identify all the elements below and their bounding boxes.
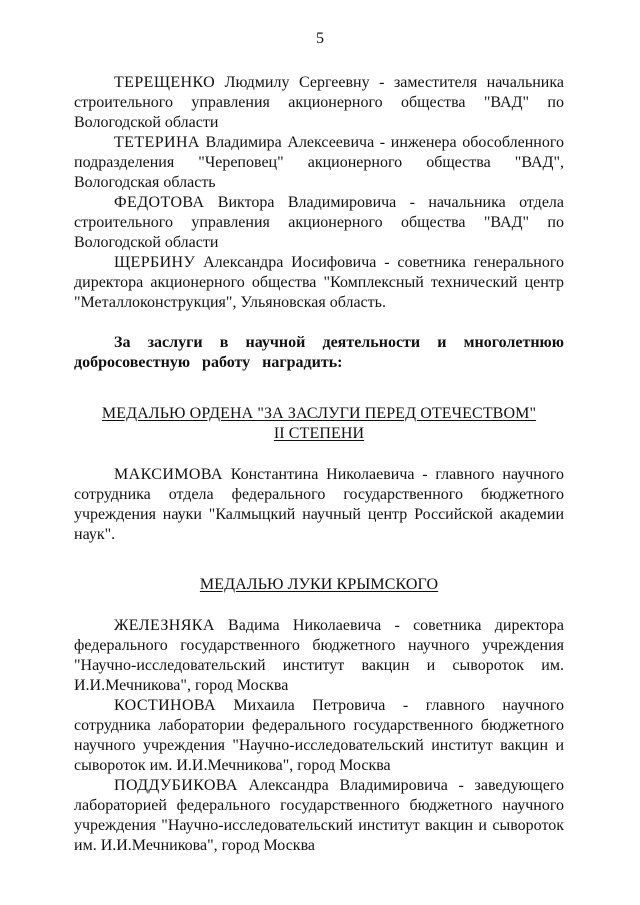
recipient-name: ЖЕЛЕЗНЯКА xyxy=(114,617,215,634)
award-section-order-medal xyxy=(74,404,564,545)
award-section-luka-krymsky-medal xyxy=(74,575,564,856)
award-list-continued xyxy=(74,73,564,313)
recipient-details: Вадима Николаевича - советника директора федерального государственного бюджетного научного учреждения "Научно-исследовательский институт вакцин и сывороток им. И.И.Мечникова", город Москва xyxy=(74,617,564,694)
recipient-name: ПОДДУБИКОВА xyxy=(114,777,238,794)
award-title: МЕДАЛЬЮ ОРДЕНА "ЗА ЗАСЛУГИ ПЕРЕД ОТЕЧЕСТВОМ" xyxy=(101,405,537,422)
recipient-name: ЩЕРБИНУ xyxy=(114,254,196,271)
award-entry xyxy=(74,616,564,696)
document-body xyxy=(74,73,564,856)
recipient-details: Константина Николаевича - главного научного сотрудника отдела федерального государственного бюджетного учреждения науки "Калмыцкий научный центр Российской академии наук". xyxy=(74,466,564,543)
recipient-details: Александра Иосифовича - советника генерального директора акционерного общества "Комплексный технический центр "Металлоконструкция", Ульяновская область. xyxy=(74,254,564,311)
recipient-name: КОСТИНОВА xyxy=(114,697,216,714)
award-entry xyxy=(74,253,564,313)
recipient-details: Виктора Владимировича - начальника отдела строительного управления акционерного общества "ВАД" по Вологодской области xyxy=(74,194,564,251)
award-entry xyxy=(74,776,564,856)
recipient-details: Владимира Алексеевича - инженера обособленного подразделения "Череповец" акционерного общества "ВАД", Вологодская область xyxy=(74,134,564,191)
recipient-details: Людмилу Сергеевну - заместителя начальника строительного управления акционерного общества "ВАД" по Вологодской области xyxy=(74,74,564,131)
recipient-name: ФЕДОТОВА xyxy=(114,194,205,211)
award-entry xyxy=(74,193,564,253)
award-entry xyxy=(74,465,564,545)
award-entry xyxy=(74,73,564,133)
award-title: МЕДАЛЬЮ ЛУКИ КРЫМСКОГО xyxy=(199,576,439,593)
recipient-details: Михаила Петровича - главного научного сотрудника лаборатории федерального государственного бюджетного научного учреждения "Научно-исследовательский институт вакцин и сывороток им. И.И.Мечникова", город Москва xyxy=(74,697,564,774)
award-entry xyxy=(74,133,564,193)
award-intro-heading: За заслуги в научной деятельности и многолетнюю добросовестную работу наградить: xyxy=(74,334,564,371)
award-title-degree: II СТЕПЕНИ xyxy=(273,425,365,442)
recipient-name: ТЕТЕРИНА xyxy=(114,134,200,151)
recipient-name: ТЕРЕЩЕНКО xyxy=(114,74,216,91)
recipient-details: Александра Владимировича - заведующего лабораторией федерального государственного бюджетного научного учреждения "Научно-исследовательский институт вакцин и сывороток им. И.И.Мечникова", город Москва xyxy=(74,777,564,854)
page-number: 5 xyxy=(316,30,324,47)
award-entry xyxy=(74,696,564,776)
recipient-name: МАКСИМОВА xyxy=(114,466,223,483)
